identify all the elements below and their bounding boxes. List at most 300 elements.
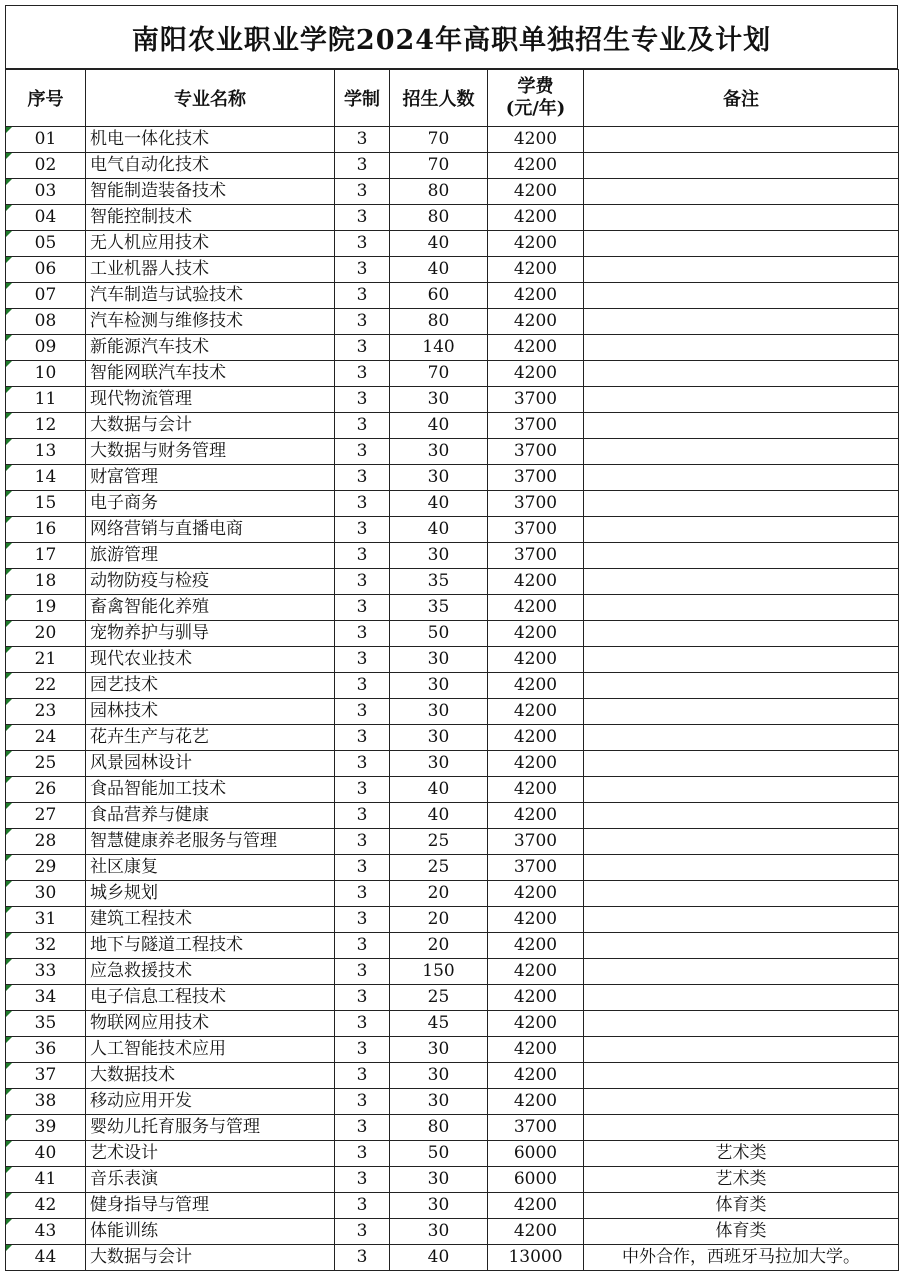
cell-note[interactable]	[584, 647, 899, 673]
table-row	[6, 829, 899, 855]
cell-enrollment[interactable]: 35	[390, 595, 488, 621]
table-row	[6, 361, 899, 387]
cell-major[interactable]: 大数据与会计	[86, 1245, 335, 1271]
table-row	[6, 543, 899, 569]
cell-index[interactable]: 06	[6, 257, 86, 283]
cell-major[interactable]: 智能控制技术	[86, 205, 335, 231]
cell-enrollment[interactable]: 25	[390, 829, 488, 855]
cell-enrollment[interactable]: 80	[390, 179, 488, 205]
cell-enrollment[interactable]: 40	[390, 517, 488, 543]
cell-duration[interactable]: 3	[335, 387, 390, 413]
cell-duration[interactable]: 3	[335, 439, 390, 465]
cell-index[interactable]: 15	[6, 491, 86, 517]
cell-major[interactable]: 智慧健康养老服务与管理	[86, 829, 335, 855]
cell-duration[interactable]: 3	[335, 777, 390, 803]
cell-index[interactable]: 23	[6, 699, 86, 725]
cell-enrollment[interactable]: 40	[390, 491, 488, 517]
cell-note[interactable]	[584, 231, 899, 257]
cell-major[interactable]: 食品智能加工技术	[86, 777, 335, 803]
cell-enrollment[interactable]: 30	[390, 1089, 488, 1115]
cell-duration[interactable]: 3	[335, 517, 390, 543]
cell-fee[interactable]: 4200	[488, 335, 584, 361]
cell-note[interactable]	[584, 491, 899, 517]
cell-note[interactable]	[584, 179, 899, 205]
cell-fee[interactable]: 4200	[488, 985, 584, 1011]
table-row	[6, 595, 899, 621]
cell-fee[interactable]: 4200	[488, 907, 584, 933]
cell-note[interactable]	[584, 1037, 899, 1063]
cell-major[interactable]: 汽车检测与维修技术	[86, 309, 335, 335]
cell-fee[interactable]: 4200	[488, 1063, 584, 1089]
cell-fee[interactable]: 4200	[488, 283, 584, 309]
cell-index[interactable]: 28	[6, 829, 86, 855]
cell-major[interactable]: 应急救援技术	[86, 959, 335, 985]
cell-enrollment[interactable]: 60	[390, 283, 488, 309]
cell-major[interactable]: 大数据技术	[86, 1063, 335, 1089]
cell-index[interactable]: 14	[6, 465, 86, 491]
cell-duration[interactable]: 3	[335, 491, 390, 517]
cell-duration[interactable]: 3	[335, 1193, 390, 1219]
cell-index[interactable]: 04	[6, 205, 86, 231]
cell-note[interactable]	[584, 673, 899, 699]
cell-duration[interactable]: 3	[335, 907, 390, 933]
cell-enrollment[interactable]: 40	[390, 803, 488, 829]
table-row	[6, 751, 899, 777]
cell-fee[interactable]: 4200	[488, 751, 584, 777]
table-row	[6, 1089, 899, 1115]
cell-note[interactable]	[584, 699, 899, 725]
cell-enrollment[interactable]: 30	[390, 673, 488, 699]
cell-duration[interactable]: 3	[335, 569, 390, 595]
cell-fee[interactable]: 3700	[488, 439, 584, 465]
cell-major[interactable]: 婴幼儿托育服务与管理	[86, 1115, 335, 1141]
cell-note[interactable]	[584, 855, 899, 881]
cell-enrollment[interactable]: 30	[390, 1037, 488, 1063]
table-row	[6, 309, 899, 335]
cell-enrollment[interactable]: 25	[390, 985, 488, 1011]
cell-duration[interactable]: 3	[335, 361, 390, 387]
header-major[interactable]: 专业名称	[86, 70, 335, 127]
cell-duration[interactable]: 3	[335, 855, 390, 881]
cell-note[interactable]	[584, 985, 899, 1011]
cell-major[interactable]: 财富管理	[86, 465, 335, 491]
cell-enrollment[interactable]: 80	[390, 1115, 488, 1141]
cell-fee[interactable]: 4200	[488, 725, 584, 751]
cell-enrollment[interactable]: 30	[390, 647, 488, 673]
cell-fee[interactable]: 4200	[488, 179, 584, 205]
cell-index[interactable]: 21	[6, 647, 86, 673]
cell-enrollment[interactable]: 80	[390, 205, 488, 231]
table-row	[6, 1141, 899, 1167]
cell-fee[interactable]: 4200	[488, 699, 584, 725]
cell-fee[interactable]: 4200	[488, 1089, 584, 1115]
cell-major[interactable]: 园艺技术	[86, 673, 335, 699]
cell-major[interactable]: 畜禽智能化养殖	[86, 595, 335, 621]
cell-note[interactable]	[584, 907, 899, 933]
cell-enrollment[interactable]: 30	[390, 1167, 488, 1193]
cell-duration[interactable]: 3	[335, 1141, 390, 1167]
table-row	[6, 335, 899, 361]
cell-fee[interactable]: 13000	[488, 1245, 584, 1271]
cell-note[interactable]	[584, 387, 899, 413]
table-row	[6, 439, 899, 465]
cell-index[interactable]: 17	[6, 543, 86, 569]
cell-fee[interactable]: 3700	[488, 465, 584, 491]
cell-duration[interactable]: 3	[335, 1011, 390, 1037]
cell-note[interactable]: 艺术类	[584, 1141, 899, 1167]
cell-note[interactable]	[584, 439, 899, 465]
cell-enrollment[interactable]: 30	[390, 387, 488, 413]
header-fee-line1: 学费	[517, 76, 554, 97]
cell-major[interactable]: 宠物养护与驯导	[86, 621, 335, 647]
cell-note[interactable]	[584, 413, 899, 439]
header-duration[interactable]: 学制	[335, 70, 390, 127]
table-row	[6, 933, 899, 959]
cell-duration[interactable]: 3	[335, 621, 390, 647]
cell-enrollment[interactable]: 30	[390, 1219, 488, 1245]
cell-fee[interactable]: 4200	[488, 1193, 584, 1219]
cell-note[interactable]	[584, 777, 899, 803]
cell-fee[interactable]: 4200	[488, 153, 584, 179]
cell-duration[interactable]: 3	[335, 699, 390, 725]
cell-major[interactable]: 地下与隧道工程技术	[86, 933, 335, 959]
table-row	[6, 1063, 899, 1089]
cell-enrollment[interactable]: 30	[390, 1063, 488, 1089]
table-row	[6, 387, 899, 413]
cell-major[interactable]: 音乐表演	[86, 1167, 335, 1193]
cell-note[interactable]	[584, 517, 899, 543]
cell-index[interactable]: 33	[6, 959, 86, 985]
cell-index[interactable]: 38	[6, 1089, 86, 1115]
cell-note[interactable]	[584, 803, 899, 829]
cell-fee[interactable]: 3700	[488, 1115, 584, 1141]
table-row	[6, 959, 899, 985]
cell-duration[interactable]: 3	[335, 153, 390, 179]
table-row	[6, 205, 899, 231]
table-row	[6, 569, 899, 595]
cell-duration[interactable]: 3	[335, 309, 390, 335]
cell-fee[interactable]: 3700	[488, 543, 584, 569]
cell-major[interactable]: 新能源汽车技术	[86, 335, 335, 361]
cell-enrollment[interactable]: 30	[390, 465, 488, 491]
cell-enrollment[interactable]: 30	[390, 1193, 488, 1219]
cell-enrollment[interactable]: 25	[390, 855, 488, 881]
cell-major[interactable]: 大数据与财务管理	[86, 439, 335, 465]
cell-note[interactable]: 体育类	[584, 1219, 899, 1245]
cell-enrollment[interactable]: 40	[390, 1245, 488, 1271]
cell-index[interactable]: 02	[6, 153, 86, 179]
cell-index[interactable]: 25	[6, 751, 86, 777]
cell-major[interactable]: 现代物流管理	[86, 387, 335, 413]
cell-note[interactable]	[584, 1063, 899, 1089]
cell-index[interactable]: 31	[6, 907, 86, 933]
cell-major[interactable]: 体能训练	[86, 1219, 335, 1245]
cell-index[interactable]: 36	[6, 1037, 86, 1063]
table-row	[6, 985, 899, 1011]
cell-major[interactable]: 电气自动化技术	[86, 153, 335, 179]
cell-index[interactable]: 01	[6, 127, 86, 153]
header-note[interactable]: 备注	[584, 70, 899, 127]
cell-fee[interactable]: 4200	[488, 569, 584, 595]
cell-duration[interactable]: 3	[335, 257, 390, 283]
cell-duration[interactable]: 3	[335, 725, 390, 751]
cell-enrollment[interactable]: 35	[390, 569, 488, 595]
cell-index[interactable]: 44	[6, 1245, 86, 1271]
cell-enrollment[interactable]: 40	[390, 413, 488, 439]
cell-major[interactable]: 无人机应用技术	[86, 231, 335, 257]
cell-index[interactable]: 20	[6, 621, 86, 647]
cell-major[interactable]: 现代农业技术	[86, 647, 335, 673]
cell-duration[interactable]: 3	[335, 1089, 390, 1115]
cell-duration[interactable]: 3	[335, 205, 390, 231]
cell-duration[interactable]: 3	[335, 1167, 390, 1193]
cell-major[interactable]: 电子信息工程技术	[86, 985, 335, 1011]
cell-enrollment[interactable]: 80	[390, 309, 488, 335]
cell-major[interactable]: 园林技术	[86, 699, 335, 725]
cell-note[interactable]	[584, 725, 899, 751]
cell-note[interactable]	[584, 829, 899, 855]
cell-index[interactable]: 09	[6, 335, 86, 361]
cell-note[interactable]	[584, 361, 899, 387]
cell-duration[interactable]: 3	[335, 1037, 390, 1063]
cell-fee[interactable]: 4200	[488, 309, 584, 335]
cell-enrollment[interactable]: 50	[390, 621, 488, 647]
cell-fee[interactable]: 4200	[488, 127, 584, 153]
cell-index[interactable]: 27	[6, 803, 86, 829]
cell-duration[interactable]: 3	[335, 985, 390, 1011]
cell-enrollment[interactable]: 30	[390, 699, 488, 725]
cell-duration[interactable]: 3	[335, 881, 390, 907]
cell-enrollment[interactable]: 20	[390, 933, 488, 959]
table-row	[6, 1193, 899, 1219]
cell-note[interactable]	[584, 595, 899, 621]
spreadsheet	[5, 5, 898, 1271]
cell-index[interactable]: 30	[6, 881, 86, 907]
cell-index[interactable]: 42	[6, 1193, 86, 1219]
cell-note[interactable]	[584, 153, 899, 179]
cell-duration[interactable]: 3	[335, 179, 390, 205]
cell-major[interactable]: 智能制造装备技术	[86, 179, 335, 205]
cell-duration[interactable]: 3	[335, 673, 390, 699]
cell-index[interactable]: 05	[6, 231, 86, 257]
cell-index[interactable]: 26	[6, 777, 86, 803]
cell-fee[interactable]: 4200	[488, 647, 584, 673]
cell-duration[interactable]: 3	[335, 751, 390, 777]
cell-major[interactable]: 物联网应用技术	[86, 1011, 335, 1037]
cell-duration[interactable]: 3	[335, 803, 390, 829]
cell-index[interactable]: 12	[6, 413, 86, 439]
cell-note[interactable]	[584, 127, 899, 153]
cell-enrollment[interactable]: 40	[390, 231, 488, 257]
cell-index[interactable]: 10	[6, 361, 86, 387]
cell-note[interactable]	[584, 335, 899, 361]
cell-fee[interactable]: 4200	[488, 933, 584, 959]
cell-note[interactable]	[584, 1115, 899, 1141]
cell-fee[interactable]: 4200	[488, 881, 584, 907]
cell-duration[interactable]: 3	[335, 1219, 390, 1245]
cell-duration[interactable]: 3	[335, 543, 390, 569]
cell-enrollment[interactable]: 45	[390, 1011, 488, 1037]
cell-fee[interactable]: 3700	[488, 517, 584, 543]
table-row	[6, 1167, 899, 1193]
cell-fee[interactable]: 4200	[488, 257, 584, 283]
cell-index[interactable]: 43	[6, 1219, 86, 1245]
cell-index[interactable]: 29	[6, 855, 86, 881]
cell-duration[interactable]: 3	[335, 1245, 390, 1271]
cell-note[interactable]	[584, 205, 899, 231]
cell-major[interactable]: 工业机器人技术	[86, 257, 335, 283]
cell-enrollment[interactable]: 70	[390, 361, 488, 387]
cell-major[interactable]: 旅游管理	[86, 543, 335, 569]
cell-note[interactable]: 艺术类	[584, 1167, 899, 1193]
cell-duration[interactable]: 3	[335, 283, 390, 309]
cell-enrollment[interactable]: 30	[390, 725, 488, 751]
cell-fee[interactable]: 3700	[488, 829, 584, 855]
cell-index[interactable]: 37	[6, 1063, 86, 1089]
cell-index[interactable]: 07	[6, 283, 86, 309]
cell-note[interactable]	[584, 1089, 899, 1115]
table-row	[6, 699, 899, 725]
cell-note[interactable]	[584, 751, 899, 777]
cell-note[interactable]	[584, 283, 899, 309]
cell-fee[interactable]: 4200	[488, 621, 584, 647]
cell-major[interactable]: 健身指导与管理	[86, 1193, 335, 1219]
cell-index[interactable]: 41	[6, 1167, 86, 1193]
cell-major[interactable]: 移动应用开发	[86, 1089, 335, 1115]
table-row	[6, 231, 899, 257]
cell-duration[interactable]: 3	[335, 1115, 390, 1141]
cell-note[interactable]	[584, 543, 899, 569]
cell-major[interactable]: 城乡规划	[86, 881, 335, 907]
cell-enrollment[interactable]: 140	[390, 335, 488, 361]
cell-major[interactable]: 动物防疫与检疫	[86, 569, 335, 595]
cell-enrollment[interactable]: 30	[390, 439, 488, 465]
cell-duration[interactable]: 3	[335, 127, 390, 153]
cell-fee[interactable]: 4200	[488, 777, 584, 803]
cell-fee[interactable]: 4200	[488, 673, 584, 699]
cell-duration[interactable]: 3	[335, 647, 390, 673]
table-row	[6, 1115, 899, 1141]
cell-major[interactable]: 风景园林设计	[86, 751, 335, 777]
header-enrollment[interactable]: 招生人数	[390, 70, 488, 127]
header-index[interactable]: 序号	[6, 70, 86, 127]
cell-duration[interactable]: 3	[335, 595, 390, 621]
cell-note[interactable]: 体育类	[584, 1193, 899, 1219]
cell-enrollment[interactable]: 40	[390, 257, 488, 283]
cell-fee[interactable]: 4200	[488, 231, 584, 257]
cell-major[interactable]: 大数据与会计	[86, 413, 335, 439]
cell-duration[interactable]: 3	[335, 413, 390, 439]
cell-enrollment[interactable]: 30	[390, 751, 488, 777]
cell-enrollment[interactable]: 20	[390, 907, 488, 933]
cell-note[interactable]	[584, 465, 899, 491]
cell-index[interactable]: 39	[6, 1115, 86, 1141]
cell-major[interactable]: 网络营销与直播电商	[86, 517, 335, 543]
cell-fee[interactable]: 4200	[488, 361, 584, 387]
cell-fee[interactable]: 4200	[488, 595, 584, 621]
cell-index[interactable]: 40	[6, 1141, 86, 1167]
cell-index[interactable]: 16	[6, 517, 86, 543]
cell-index[interactable]: 22	[6, 673, 86, 699]
cell-index[interactable]: 18	[6, 569, 86, 595]
header-fee-line2: (元/年)	[505, 98, 566, 119]
table-row	[6, 283, 899, 309]
cell-major[interactable]: 食品营养与健康	[86, 803, 335, 829]
cell-major[interactable]: 社区康复	[86, 855, 335, 881]
cell-index[interactable]: 08	[6, 309, 86, 335]
cell-index[interactable]: 35	[6, 1011, 86, 1037]
cell-enrollment[interactable]: 50	[390, 1141, 488, 1167]
cell-fee[interactable]: 3700	[488, 855, 584, 881]
cell-major[interactable]: 机电一体化技术	[86, 127, 335, 153]
cell-fee[interactable]: 4200	[488, 205, 584, 231]
cell-fee[interactable]: 4200	[488, 803, 584, 829]
cell-duration[interactable]: 3	[335, 335, 390, 361]
cell-duration[interactable]: 3	[335, 231, 390, 257]
cell-major[interactable]: 电子商务	[86, 491, 335, 517]
cell-enrollment[interactable]: 30	[390, 543, 488, 569]
table-row	[6, 881, 899, 907]
cell-enrollment[interactable]: 70	[390, 153, 488, 179]
cell-index[interactable]: 19	[6, 595, 86, 621]
cell-enrollment[interactable]: 150	[390, 959, 488, 985]
cell-major[interactable]: 艺术设计	[86, 1141, 335, 1167]
cell-major[interactable]: 建筑工程技术	[86, 907, 335, 933]
cell-note[interactable]	[584, 257, 899, 283]
table-row	[6, 621, 899, 647]
cell-index[interactable]: 13	[6, 439, 86, 465]
cell-note[interactable]	[584, 881, 899, 907]
header-fee[interactable]	[488, 70, 584, 127]
cell-fee[interactable]: 4200	[488, 1037, 584, 1063]
cell-index[interactable]: 34	[6, 985, 86, 1011]
cell-major[interactable]: 人工智能技术应用	[86, 1037, 335, 1063]
cell-index[interactable]: 11	[6, 387, 86, 413]
cell-enrollment[interactable]: 20	[390, 881, 488, 907]
cell-note[interactable]	[584, 959, 899, 985]
cell-note[interactable]	[584, 621, 899, 647]
cell-fee[interactable]: 4200	[488, 1219, 584, 1245]
cell-major[interactable]: 智能网联汽车技术	[86, 361, 335, 387]
table-row	[6, 517, 899, 543]
cell-fee[interactable]: 3700	[488, 413, 584, 439]
cell-duration[interactable]: 3	[335, 959, 390, 985]
cell-note[interactable]	[584, 1011, 899, 1037]
cell-enrollment[interactable]: 40	[390, 777, 488, 803]
cell-note[interactable]: 中外合作，西班牙马拉加大学。	[584, 1245, 899, 1271]
cell-note[interactable]	[584, 569, 899, 595]
cell-fee[interactable]: 6000	[488, 1141, 584, 1167]
cell-fee[interactable]: 3700	[488, 387, 584, 413]
cell-duration[interactable]: 3	[335, 829, 390, 855]
table-row	[6, 153, 899, 179]
cell-enrollment[interactable]: 70	[390, 127, 488, 153]
cell-index[interactable]: 03	[6, 179, 86, 205]
cell-note[interactable]	[584, 933, 899, 959]
cell-fee[interactable]: 6000	[488, 1167, 584, 1193]
cell-major[interactable]: 汽车制造与试验技术	[86, 283, 335, 309]
cell-index[interactable]: 32	[6, 933, 86, 959]
cell-note[interactable]	[584, 309, 899, 335]
cell-major[interactable]: 花卉生产与花艺	[86, 725, 335, 751]
cell-duration[interactable]: 3	[335, 1063, 390, 1089]
cell-fee[interactable]: 4200	[488, 1011, 584, 1037]
cell-fee[interactable]: 3700	[488, 491, 584, 517]
cell-fee[interactable]: 4200	[488, 959, 584, 985]
cell-duration[interactable]: 3	[335, 465, 390, 491]
cell-index[interactable]: 24	[6, 725, 86, 751]
cell-duration[interactable]: 3	[335, 933, 390, 959]
